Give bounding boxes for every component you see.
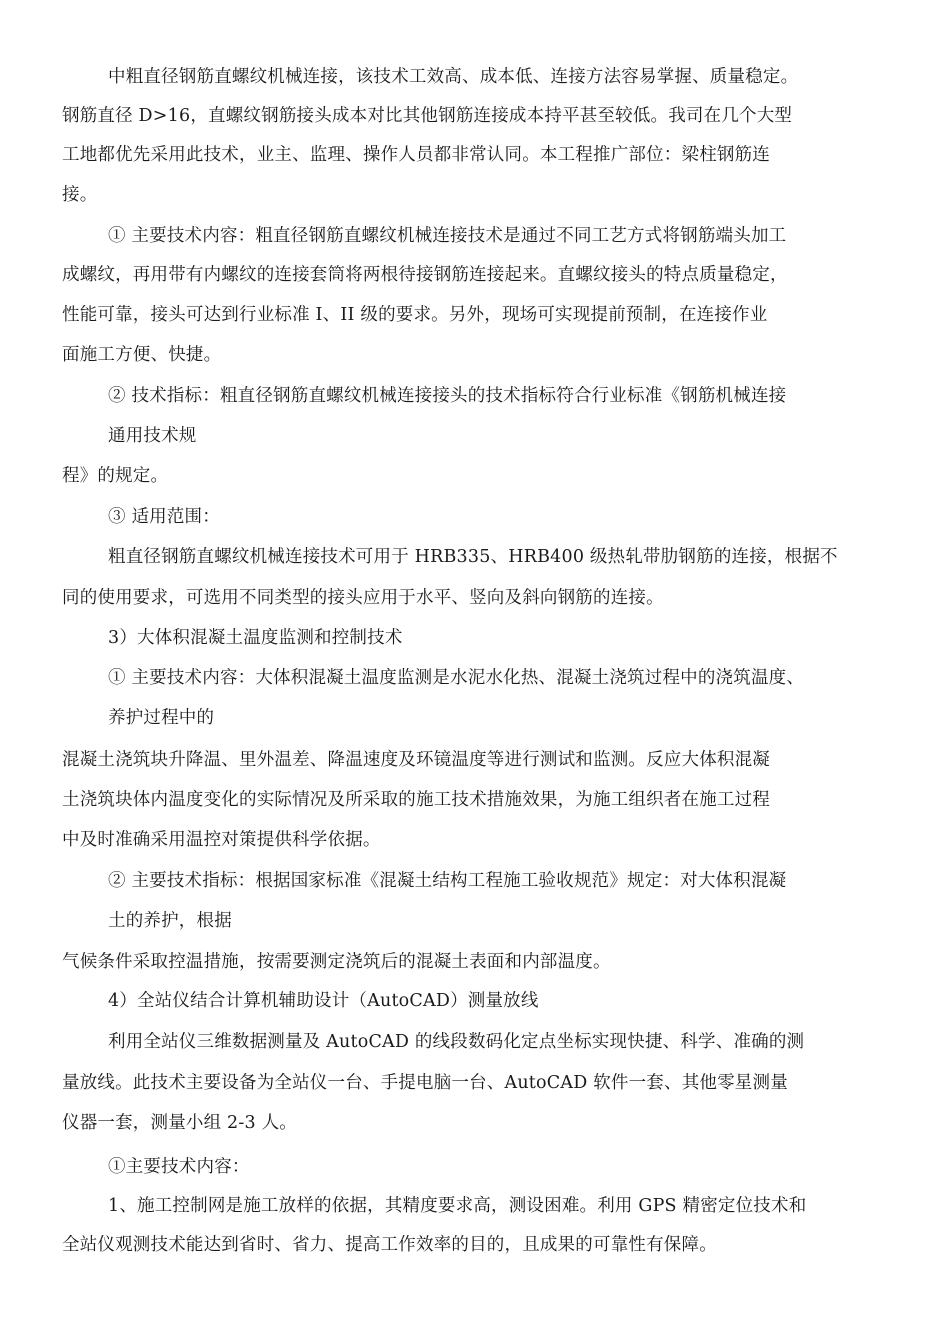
text-line: ② 技术指标：粗直径钢筋直螺纹机械连接接头的技术指标符合行业标准《钢筋机械连接	[108, 386, 787, 406]
text-line: 仪器一套，测量小组 2-3 人。	[62, 1113, 298, 1133]
text-line: 养护过程中的	[108, 708, 215, 728]
text-line: ③ 适用范围：	[108, 507, 220, 527]
text-line: 混凝土浇筑块升降温、里外温差、降温速度及环镜温度等进行测试和监测。反应大体积混凝	[62, 750, 770, 770]
text-line: 中粗直径钢筋直螺纹机械连接，该技术工效高、成本低、连接方法容易掌握、质量稳定。	[108, 67, 799, 87]
text-line: 量放线。此技术主要设备为全站仪一台、手提电脑一台、AutoCAD 软件一套、其他零星测量	[62, 1073, 788, 1093]
text-line: ① 主要技术内容：大体积混凝土温度监测是水泥水化热、混凝土浇筑过程中的浇筑温度、	[108, 668, 805, 688]
text-line: 粗直径钢筋直螺纹机械连接技术可用于 HRB335、HRB400 级热轧带肋钢筋的连接，根据不	[108, 547, 838, 567]
text-line: 利用全站仪三维数据测量及 AutoCAD 的线段数码化定点坐标实现快捷、科学、准确的测	[108, 1032, 805, 1052]
text-line: ① 主要技术内容：粗直径钢筋直螺纹机械连接技术是通过不同工艺方式将钢筋端头加工	[108, 226, 787, 246]
text-line: 土浇筑块体内温度变化的实际情况及所采取的施工技术措施效果，为施工组织者在施工过程	[62, 790, 770, 810]
text-line: ② 主要技术指标：根据国家标准《混凝土结构工程施工验收规范》规定：对大体积混凝	[108, 871, 787, 891]
text-line: 全站仪观测技术能达到省时、省力、提高工作效率的目的，且成果的可靠性有保障。	[62, 1235, 717, 1255]
text-line: 1、施工控制网是施工放样的依据，其精度要求高，测设困难。利用 GPS 精密定位技术和	[108, 1196, 807, 1216]
section-heading: 4）全站仪结合计算机辅助设计（AutoCAD）测量放线	[108, 991, 539, 1011]
text-line: ①主要技术内容：	[108, 1157, 250, 1177]
text-line: 面施工方便、快捷。	[62, 345, 222, 365]
text-line: 程》的规定。	[62, 466, 169, 486]
text-line: 性能可靠，接头可达到行业标准 I、II 级的要求。另外，现场可实现提前预制，在连接作业	[62, 305, 768, 325]
text-line: 成螺纹，再用带有内螺纹的连接套筒将两根待接钢筋连接起来。直螺纹接头的特点质量稳定，	[62, 265, 788, 285]
text-line: 气候条件采取控温措施，按需要测定浇筑后的混凝土表面和内部温度。	[62, 952, 611, 972]
text-line: 接。	[62, 185, 98, 205]
text-line: 通用技术规	[108, 426, 197, 446]
section-heading: 3）大体积混凝土温度监测和控制技术	[108, 628, 403, 648]
text-line: 同的使用要求，可选用不同类型的接头应用于水平、竖向及斜向钢筋的连接。	[62, 588, 664, 608]
text-line: 中及时准确采用温控对策提供科学依据。	[62, 830, 381, 850]
text-line: 土的养护，根据	[108, 911, 232, 931]
text-line: 工地都优先采用此技术，业主、监理、操作人员都非常认同。本工程推广部位：梁柱钢筋连	[62, 145, 770, 165]
text-line: 钢筋直径 D>16，直螺纹钢筋接头成本对比其他钢筋连接成本持平甚至较低。我司在几个大型	[62, 106, 793, 126]
